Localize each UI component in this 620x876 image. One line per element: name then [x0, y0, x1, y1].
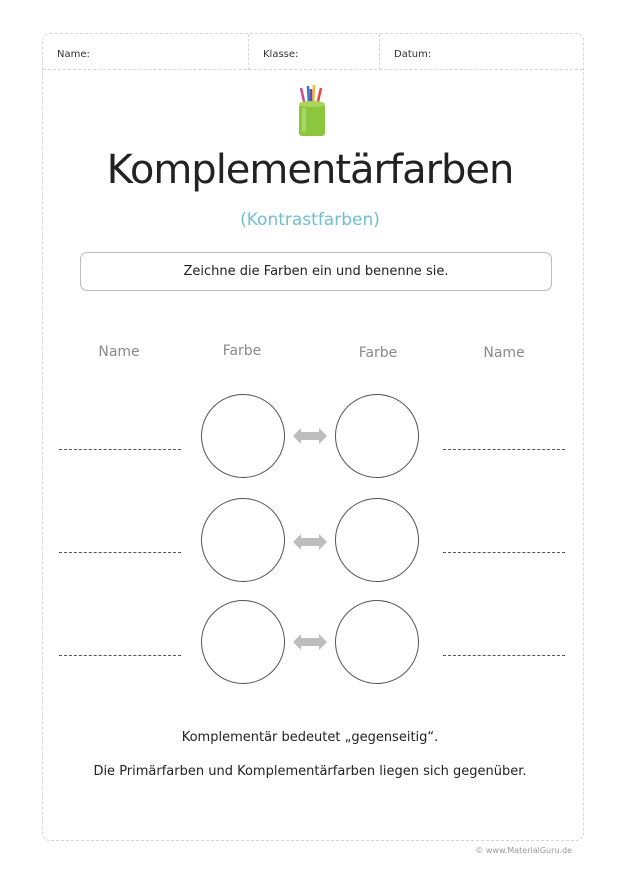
class-input[interactable]: [306, 48, 370, 61]
name-input[interactable]: [97, 48, 211, 61]
name-line-right[interactable]: [443, 449, 565, 450]
double-arrow-icon: [293, 534, 327, 550]
class-field: [249, 34, 380, 70]
date-label: Datum:: [394, 49, 432, 60]
page-subtitle: (Kontrastfarben): [240, 210, 380, 230]
note-definition: Komplementär bedeutet „gegenseitig“.: [181, 730, 439, 745]
color-circle-right[interactable]: [335, 394, 419, 478]
date-field: [380, 34, 585, 70]
name-line-left[interactable]: [59, 655, 181, 656]
note-explanation: Die Primärfarben und Komplementärfarben liegen sich gegenüber.: [93, 764, 527, 779]
page-title: Komplementärfarben: [106, 147, 514, 193]
color-circle-right[interactable]: [335, 600, 419, 684]
name-line-left[interactable]: [59, 449, 181, 450]
column-name-right: Name: [483, 345, 525, 361]
double-arrow-icon: [293, 428, 327, 444]
column-color-right: Farbe: [358, 345, 398, 361]
name-line-left[interactable]: [59, 552, 181, 553]
class-label: Klasse:: [263, 49, 299, 60]
name-label: Name:: [57, 49, 90, 60]
footer-credit: © www.MaterialGuru.de: [475, 846, 572, 855]
column-name-left: Name: [98, 344, 140, 360]
color-circle-left[interactable]: [201, 498, 285, 582]
color-circle-left[interactable]: [201, 600, 285, 684]
header-row: [43, 34, 583, 70]
pair-row-2: [0, 498, 620, 588]
color-circle-left[interactable]: [201, 394, 285, 478]
pair-row-1: [0, 394, 620, 484]
name-line-right[interactable]: [443, 552, 565, 553]
instruction-box: Zeichne die Farben ein und benenne sie.: [80, 252, 552, 291]
pair-row-3: [0, 600, 620, 690]
pencil-cup-icon: [296, 84, 328, 138]
color-circle-right[interactable]: [335, 498, 419, 582]
name-line-right[interactable]: [443, 655, 565, 656]
name-field: [43, 34, 249, 70]
column-color-left: Farbe: [222, 343, 262, 359]
date-input[interactable]: [438, 48, 552, 61]
double-arrow-icon: [293, 634, 327, 650]
